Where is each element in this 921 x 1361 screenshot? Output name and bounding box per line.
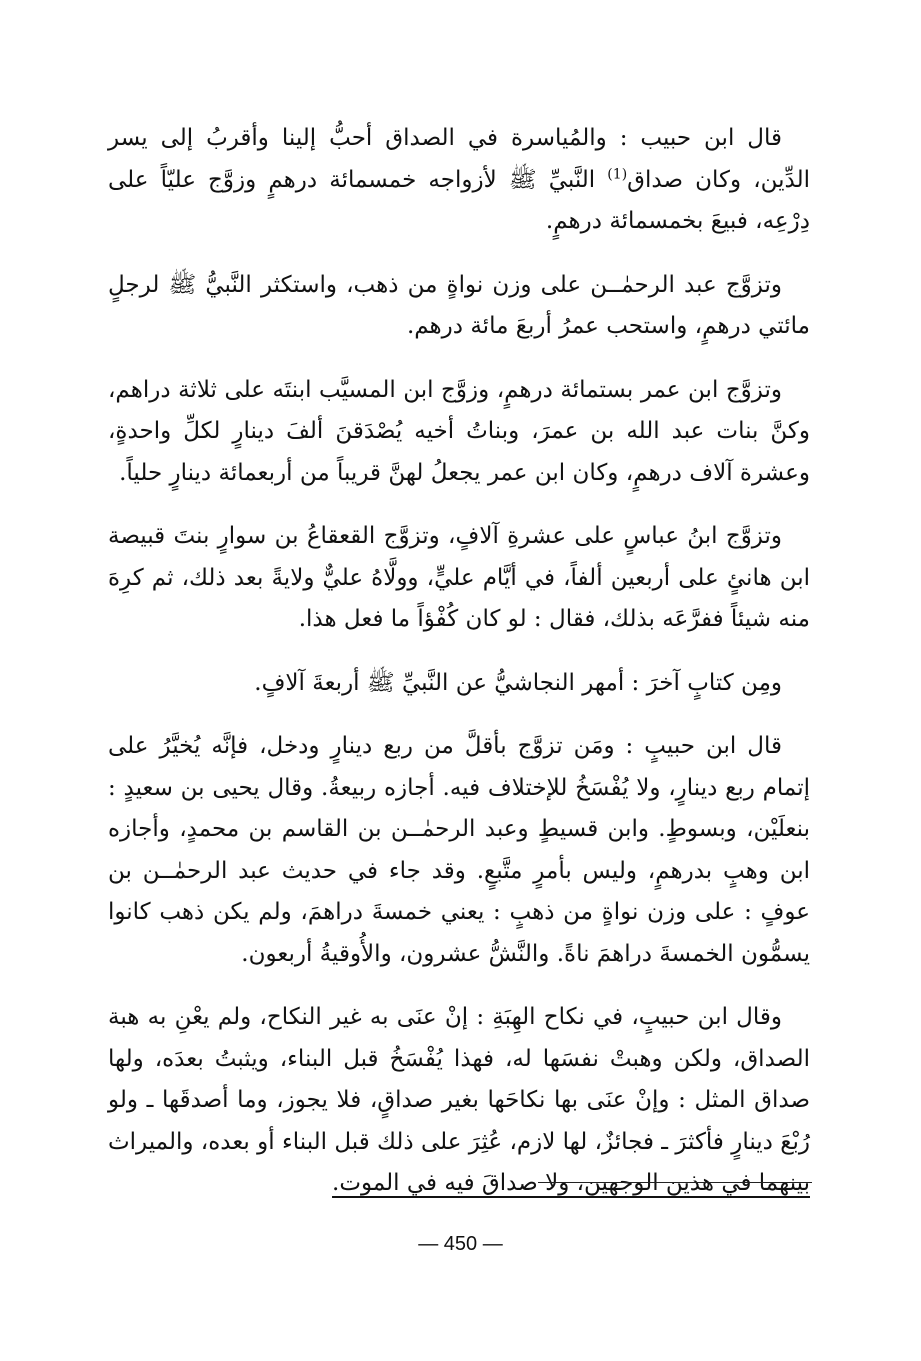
- paragraph-7-text: وقال ابن حبيبٍ، في نكاح الهِبَةِ : إنْ عنَى به غير النكاح، ولم يعْنِ به هبة الصداق، ولكن وهبتْ نفسَها له، فهذا يُفْسَخُ قبل البناء، ويثبتُ بعدَه، ولها صداق المثل : وإنْ عنَى بها نكاحَها بغير صداقٍ، فلا يجوز، وما أصدقَها ـ ولو رُبْعَ دينارٍ فأكثرَ ـ فجائزٌ، لها لازم، عُثِرَ على ذلك قبل البناء أو بعده، والميراث: [108, 1004, 810, 1155]
- paragraph-1-text: قال ابن حبيب : والمُياسرة في الصداق أحبُّ إلينا وأقربُ إلى يسر الدِّين، وكان صداق: [108, 125, 810, 193]
- paragraph-6: قال ابن حبيبٍ : ومَن تزوَّج بأقلَّ من ربع دينارٍ ودخل، فإنَّه يُخيَّرُ على إتمام ربع دينارٍ، ولا يُفْسَخُ للإختلاف فيه. أجازه ربيعةُ. وقال يحيى بن سعيدٍ : بنعلَيْن، وبسوطٍ. وابن قسيطٍ وعبد الرحمٰــن بن القاسم بن محمدٍ، وأجازه ابن وهبٍ بدرهمٍ، وليس بأمرٍ متَّبعٍ. وقد جاء في حديث عبد الرحمٰــن بن عوفٍ : على وزن نواةٍ من ذهبٍ : يعني خمسةَ دراهمَ، ولم يكن ذهب كانوا يسمُّون الخمسةَ دراهمَ ناةً. والنَّشُّ عشرون، والأُوقيةُ أربعون.: [108, 733, 810, 967]
- page-number: — 450 —: [418, 1233, 503, 1255]
- paragraph-1: [108, 118, 810, 243]
- paragraph-7: [108, 997, 810, 1205]
- footnote-separator: [538, 1182, 812, 1183]
- paragraph-4: وتزوَّج ابنُ عباسٍ على عشرةِ آلافٍ، وتزوَّج القعقاعُ بن سوارٍ بنتَ قبيصة ابن هانئٍ على أربعين ألفاً، في أيَّام عليٍّ، وولَّاهُ عليٌّ ولايةً بعد ذلك، ثم كرِهَ منه شيئاً ففرَّعَه بذلك، فقال : لو كان كُفْؤاً ما فعل هذا.: [108, 523, 810, 632]
- paragraph-2: وتزوَّج عبد الرحمٰــن على وزن نواةٍ من ذهب، واستكثر النَّبيُّ ﷺ لرجلٍ مائتي درهمٍ، واستحب عمرُ أربعَ مائة درهم.: [108, 271, 810, 339]
- paragraph-3: وتزوَّج ابن عمر بستمائة درهمٍ، وزوَّج ابن المسيَّب ابنتَه على ثلاثة دراهم، وكنَّ بنات عبد الله بن عمرَ، وبناتُ أخيه يُصْدَقنَ ألفَ دينارٍ لكلِّ واحدةٍ، وعشرة آلاف درهمٍ، وكان ابن عمر يجعلُ لهنَّ قريباً من أربعمائة دينارٍ حلياً.: [108, 376, 810, 486]
- page-body: [108, 118, 810, 1227]
- paragraph-7-underlined-tail: بينهما في هذين الوجهين، ولا صداقَ فيه في الموت.: [332, 1170, 810, 1196]
- footnote-reference: (1): [607, 165, 628, 182]
- paragraph-5: ومِن كتابٍ آخرَ : أمهر النجاشيُّ عن النَّبيِّ ﷺ أربعةَ آلافٍ.: [254, 669, 782, 696]
- paragraph-1-continuation: النَّبيِّ ﷺ لأزواجه خمسمائة درهمٍ وزوَّج عليّاً على دِرْعِه، فبيعَ بخمسمائة درهمٍ.: [108, 166, 810, 234]
